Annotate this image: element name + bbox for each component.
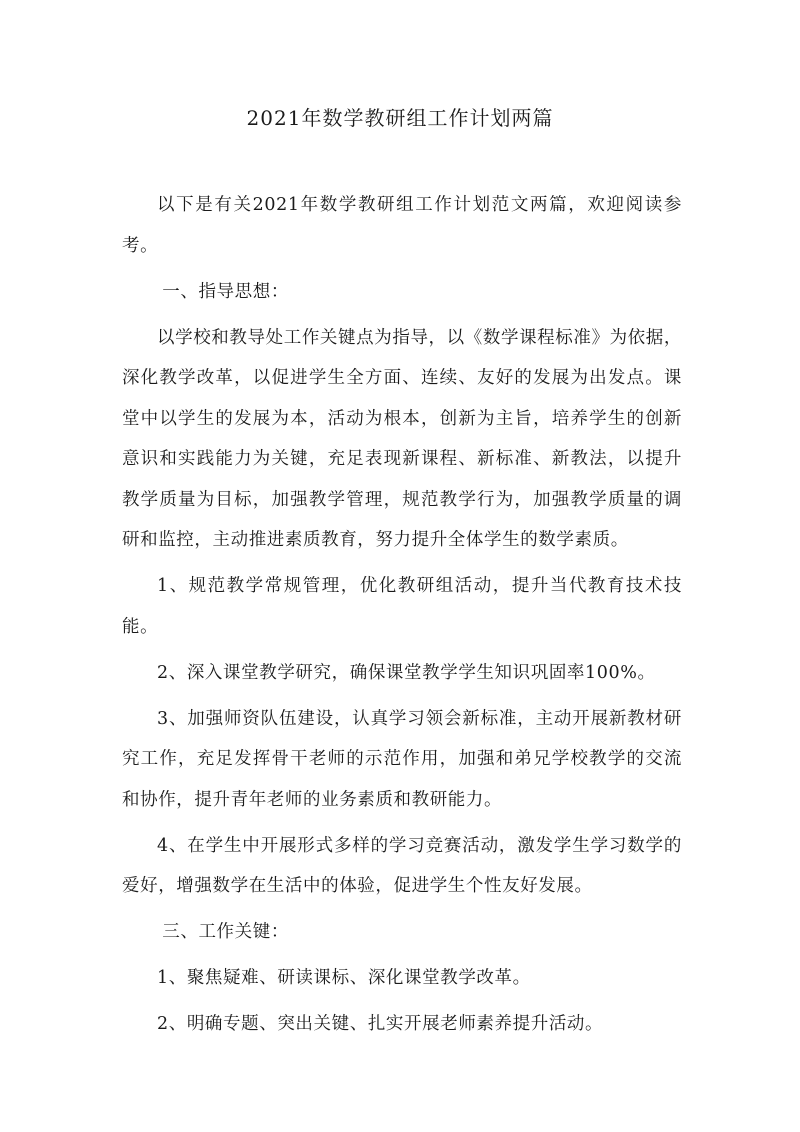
document-body — [122, 185, 682, 1050]
goal-item-2: 2、深入课堂教学研究，确保课堂教学学生知识巩固率100%。 — [157, 662, 656, 683]
section-heading-work-focus: 三、工作关键： — [162, 922, 289, 942]
goal-item-4: 4、在学生中开展形式多样的学习竞赛活动，激发学生学习数学的爱好，增强数学在生活中的体验，促进学生个性友好发展。 — [122, 835, 682, 896]
work-focus-item-2: 2、明确专题、突出关键、扎实开展老师素养提升活动。 — [157, 1014, 604, 1034]
goal-item-3: 3、加强师资队伍建设，认真学习领会新标准，主动开展新教材研究工作，充足发挥骨干老师的示范作用，加强和弟兄学校教学的交流和协作，提升青年老师的业务素质和教研能力。 — [122, 708, 682, 810]
intro-paragraph: 以下是有关2021年数学教研组工作计划范文两篇，欢迎阅读参考。 — [122, 195, 682, 256]
work-focus-item-1: 1、聚焦疑难、研读课标、深化课堂教学改革。 — [157, 968, 531, 988]
goal-item-1: 1、规范教学常规管理，优化教研组活动，提升当代教育技术技能。 — [122, 576, 682, 637]
guiding-ideology-paragraph: 以学校和教导处工作关键点为指导，以《数学课程标准》为依据，深化教学改革，以促进学生全方面、连续、友好的发展为出发点。课堂中以学生的发展为本，活动为根本，创新为主旨，培养学生的创新意识和实践能力为关键，充足表现新课程、新标准、新教法，以提升教学质量为目标，加强教学管理，规范教学行为，加强教学质量的调研和监控，主动推进素质教育，努力提升全体学生的数学素质。 — [122, 327, 682, 550]
document-title: 2021年数学教研组工作计划两篇 — [246, 106, 554, 130]
section-heading-guiding-ideology: 一、指导思想： — [162, 281, 289, 302]
